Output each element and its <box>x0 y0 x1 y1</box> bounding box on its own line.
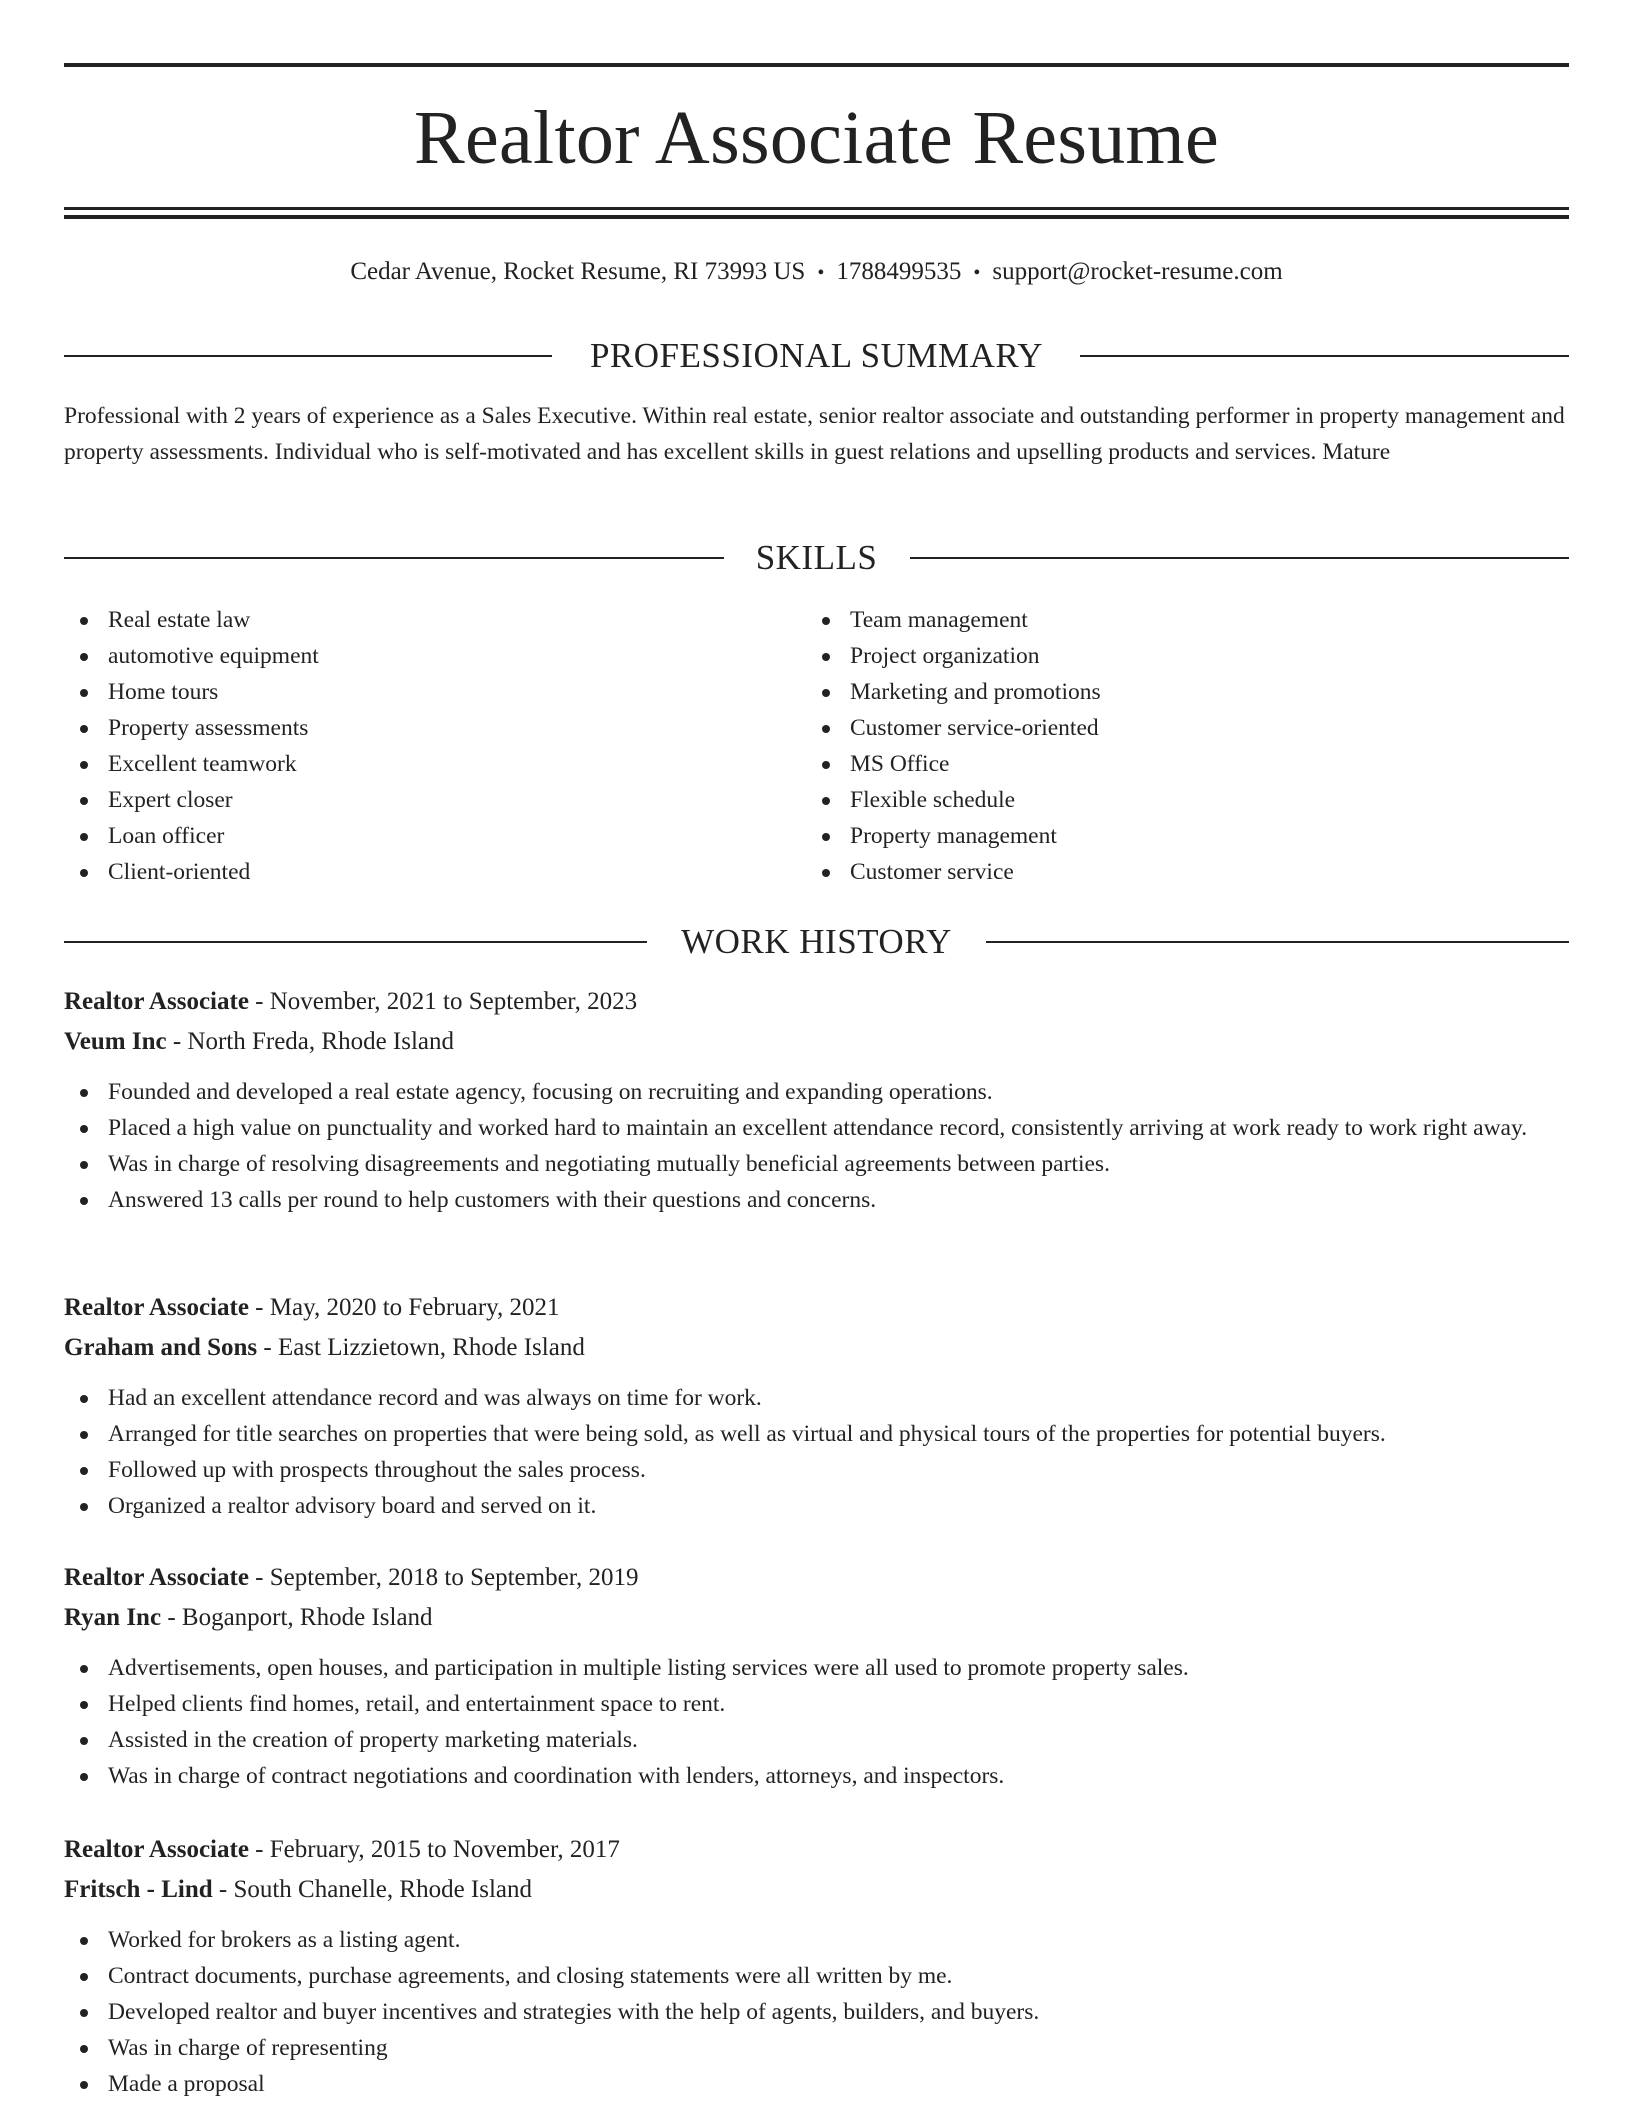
job-dates: November, 2021 to September, 2023 <box>269 988 638 1015</box>
skill-item: Home tours <box>64 674 764 710</box>
job-bullet: Followed up with prospects throughout the sales process. <box>64 1452 1569 1488</box>
contact-address: Cedar Avenue, Rocket Resume, RI 73993 US <box>350 258 806 285</box>
job-company: Veum Inc <box>64 1028 167 1055</box>
dash-separator: - <box>248 1836 270 1863</box>
skill-item: Loan officer <box>64 818 764 854</box>
job-location: South Chanelle, Rhode Island <box>233 1876 533 1903</box>
skill-item: Customer service <box>806 854 1506 890</box>
dash-separator: - <box>248 1564 270 1591</box>
job-dates: February, 2015 to November, 2017 <box>269 1836 620 1863</box>
job-bullet: Placed a high value on punctuality and worked hard to maintain an excellent attendance record, consistently arriving at work ready to work right away. <box>64 1110 1569 1146</box>
job-company: Ryan Inc <box>64 1604 162 1631</box>
skill-item: Marketing and promotions <box>806 674 1506 710</box>
job-dates: September, 2018 to September, 2019 <box>269 1564 639 1591</box>
job-bullets <box>64 1922 1569 2102</box>
job-bullet: Was in charge of contract negotiations and coordination with lenders, attorneys, and inspectors. <box>64 1758 1569 1794</box>
dash-separator: - <box>257 1334 278 1361</box>
job-company: Graham and Sons <box>64 1334 258 1361</box>
contact-separator: • <box>817 262 825 284</box>
contact-email: support@rocket-resume.com <box>992 258 1283 285</box>
job-title: Realtor Associate <box>64 1294 249 1321</box>
summary-heading-label: PROFESSIONAL SUMMARY <box>589 336 1044 375</box>
skill-item: Project organization <box>806 638 1506 674</box>
dash-separator: - <box>166 1028 188 1055</box>
job-bullets <box>64 1074 1569 1218</box>
skill-item: Flexible schedule <box>806 782 1506 818</box>
job-bullet: Arranged for title searches on properties that were being sold, as well as virtual and physical tours of the properties for potential buyers. <box>64 1416 1569 1452</box>
contact-separator: • <box>973 262 981 284</box>
job-title: Realtor Associate <box>64 1836 249 1863</box>
skill-item: Real estate law <box>64 602 764 638</box>
job-location: North Freda, Rhode Island <box>187 1028 455 1055</box>
job-title-line <box>64 1558 1569 1598</box>
skill-item: Client-oriented <box>64 854 764 890</box>
job-bullet: Helped clients find homes, retail, and entertainment space to rent. <box>64 1686 1569 1722</box>
top-rule <box>64 63 1569 67</box>
job-title-line <box>64 1830 1569 1870</box>
page-title: Realtor Associate Resume <box>413 96 1219 180</box>
skill-item: Team management <box>806 602 1506 638</box>
skills-list <box>806 602 1506 890</box>
job-bullet: Founded and developed a real estate agency, focusing on recruiting and expanding operations. <box>64 1074 1569 1110</box>
work-heading-label: WORK HISTORY <box>681 922 952 961</box>
job-entry <box>64 1830 1569 2102</box>
skill-item: Expert closer <box>64 782 764 818</box>
job-bullet: Advertisements, open houses, and participation in multiple listing services were all used to promote property sales. <box>64 1650 1569 1686</box>
job-bullet: Made a proposal <box>64 2066 1569 2102</box>
skills-heading-label: SKILLS <box>755 538 878 577</box>
job-location: Boganport, Rhode Island <box>181 1604 433 1631</box>
job-bullet: Worked for brokers as a listing agent. <box>64 1922 1569 1958</box>
summary-heading <box>64 334 1569 378</box>
job-company-line <box>64 1328 1569 1368</box>
skill-item: automotive equipment <box>64 638 764 674</box>
job-company: Fritsch - Lind <box>64 1876 213 1903</box>
dash-separator: - <box>248 988 270 1015</box>
job-location: East Lizzietown, Rhode Island <box>277 1334 585 1361</box>
dash-separator: - <box>161 1604 182 1631</box>
skills-left-column <box>64 602 764 890</box>
contact-line <box>64 252 1569 293</box>
job-bullets <box>64 1380 1569 1524</box>
skills-heading <box>64 536 1569 580</box>
job-title: Realtor Associate <box>64 988 249 1015</box>
job-bullets <box>64 1650 1569 1794</box>
heading-rule-right <box>1080 355 1569 357</box>
job-title: Realtor Associate <box>64 1564 249 1591</box>
job-entry <box>64 1288 1569 1524</box>
work-heading <box>64 920 1569 964</box>
skill-item: Excellent teamwork <box>64 746 764 782</box>
skill-item: Property assessments <box>64 710 764 746</box>
skill-item: Property management <box>806 818 1506 854</box>
dash-separator: - <box>212 1876 234 1903</box>
title-rule-upper <box>64 207 1569 210</box>
job-bullet: Had an excellent attendance record and was always on time for work. <box>64 1380 1569 1416</box>
skill-item: MS Office <box>806 746 1506 782</box>
skills-list <box>64 602 764 890</box>
job-bullet: Assisted in the creation of property marketing materials. <box>64 1722 1569 1758</box>
job-company-line <box>64 1870 1569 1910</box>
heading-rule-right <box>910 557 1569 559</box>
skill-item: Customer service-oriented <box>806 710 1506 746</box>
job-entry <box>64 1558 1569 1794</box>
job-bullet: Organized a realtor advisory board and served on it. <box>64 1488 1569 1524</box>
job-bullet: Was in charge of representing <box>64 2030 1569 2066</box>
job-bullet: Contract documents, purchase agreements, and closing statements were all written by me. <box>64 1958 1569 1994</box>
job-title-line <box>64 1288 1569 1328</box>
job-dates: May, 2020 to February, 2021 <box>269 1294 560 1321</box>
job-bullet: Developed realtor and buyer incentives and strategies with the help of agents, builders, and buyers. <box>64 1994 1569 2030</box>
skills-right-column <box>806 602 1506 890</box>
job-company-line <box>64 1598 1569 1638</box>
job-entry <box>64 982 1569 1218</box>
job-bullet: Was in charge of resolving disagreements and negotiating mutually beneficial agreements between parties. <box>64 1146 1569 1182</box>
job-company-line <box>64 1022 1569 1062</box>
dash-separator: - <box>248 1294 270 1321</box>
heading-rule-right <box>986 941 1569 943</box>
job-title-line <box>64 982 1569 1022</box>
job-bullet: Answered 13 calls per round to help customers with their questions and concerns. <box>64 1182 1569 1218</box>
contact-phone: 1788499535 <box>836 258 962 285</box>
title-rule-lower <box>64 215 1569 219</box>
summary-text: Professional with 2 years of experience as a Sales Executive. Within real estate, senior realtor associate and outstanding performer in property management and property assessments. Individual who is self-motivated and has excellent skills in guest relations and upselling products and services. Mature <box>64 403 1565 465</box>
